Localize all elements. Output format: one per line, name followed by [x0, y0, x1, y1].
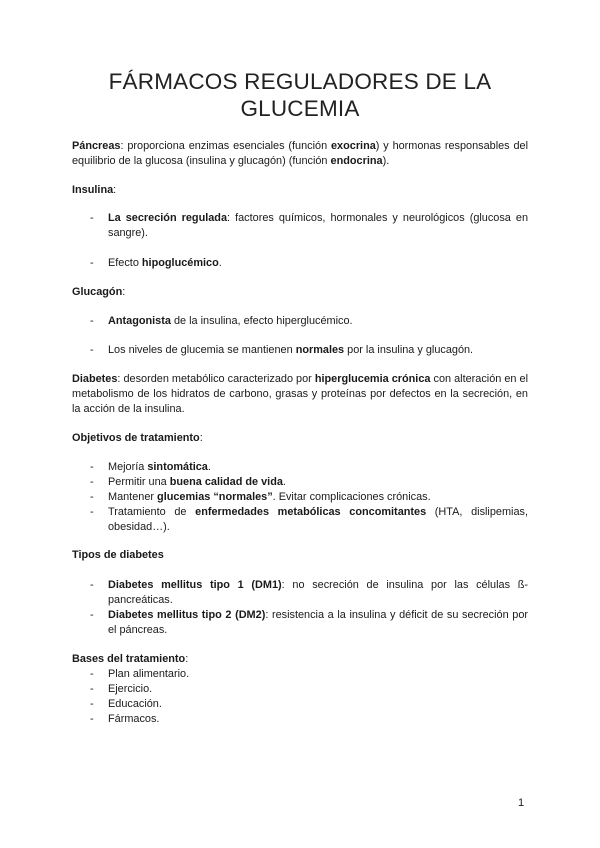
list-item-text: de la insulina, efecto hiperglucémico.	[170, 315, 353, 327]
list-dash: -	[90, 491, 94, 503]
list-dash: -	[90, 212, 94, 224]
pancreas-text-3: ).	[382, 155, 390, 167]
tipos-heading-text: Tipos de diabetes	[72, 549, 164, 561]
insulina-colon: :	[113, 184, 117, 196]
glucagon-heading-text: Glucagón	[72, 286, 123, 298]
list-item	[90, 460, 528, 475]
list-item-text: Tratamiento de	[108, 506, 196, 518]
list-item-bold: glucemias “normales”	[157, 491, 273, 503]
list-item-text: Ejercicio.	[108, 683, 153, 695]
list-item-text: Efecto	[108, 257, 142, 269]
list-item	[90, 712, 528, 727]
pancreas-bold-exocrina: exocrina	[331, 140, 376, 152]
list-item-bold: normales	[295, 344, 345, 356]
list-item-bold: La secreción regulada	[108, 212, 228, 224]
list-item	[90, 475, 528, 490]
list-item-text: .	[207, 461, 211, 473]
list-item	[90, 343, 528, 358]
list-item-bold: Diabetes mellitus tipo 1 (DM1)	[108, 579, 282, 591]
list-item-text: Los niveles de glucemia se mantienen	[108, 344, 296, 356]
diabetes-text-1: : desorden metabólico caracterizado por	[117, 373, 315, 385]
insulina-heading	[72, 183, 528, 198]
list-dash: -	[90, 344, 94, 356]
list-item-text: : resistencia a la insulina y déficit de su secreción por el páncreas.	[108, 609, 528, 636]
list-dash: -	[90, 668, 94, 680]
list-item	[90, 256, 528, 271]
list-item-text: .	[218, 257, 222, 269]
pancreas-bold-endocrina: endocrina	[330, 155, 383, 167]
diabetes-term: Diabetes	[72, 373, 118, 385]
list-item	[90, 505, 528, 535]
title-line-1: FÁRMACOS REGULADORES DE LA	[108, 69, 492, 94]
list-item-bold: Antagonista	[108, 315, 171, 327]
title-line-2: GLUCEMIA	[240, 96, 360, 121]
list-item	[90, 667, 528, 682]
list-dash: -	[90, 257, 94, 269]
list-dash: -	[90, 579, 94, 591]
list-item-bold: hipoglucémico	[141, 257, 219, 269]
insulina-heading-text: Insulina	[72, 184, 114, 196]
diabetes-paragraph	[72, 372, 528, 417]
pancreas-paragraph	[72, 139, 528, 169]
list-item-bold: enfermedades metabólicas concomitantes	[195, 506, 427, 518]
list-item	[90, 608, 528, 638]
list-dash: -	[90, 698, 94, 710]
diabetes-text-2: con alteración en el metabolismo de los hidratos de carbono, grasas y proteínas por defectos en la secreción, en la acción de la insulina.	[72, 373, 528, 415]
list-item-text: Permitir una	[108, 476, 170, 488]
page-title	[60, 68, 540, 122]
list-dash: -	[90, 713, 94, 725]
bases-heading-text: Bases del tratamiento	[72, 653, 186, 665]
list-item-text: por la insulina y glucagón.	[344, 344, 474, 356]
list-item-bold: sintomática	[147, 461, 208, 473]
list-item	[90, 211, 528, 241]
page-number: 1	[518, 797, 525, 809]
list-item-text: Mejoría	[108, 461, 148, 473]
list-dash: -	[90, 609, 94, 621]
glucagon-heading	[72, 285, 528, 300]
list-item-text: Fármacos.	[108, 713, 160, 725]
list-item-text: Educación.	[108, 698, 162, 710]
list-dash: -	[90, 506, 94, 518]
bases-colon: :	[185, 653, 189, 665]
diabetes-bold-hiperglucemia: hiperglucemia crónica	[314, 373, 431, 385]
list-dash: -	[90, 315, 94, 327]
list-item-bold: Diabetes mellitus tipo 2 (DM2)	[108, 609, 266, 621]
pancreas-text-1: : proporciona enzimas esenciales (función	[120, 140, 331, 152]
glucagon-colon: :	[122, 286, 126, 298]
list-item-text: .	[282, 476, 286, 488]
tipos-heading	[72, 548, 528, 563]
list-item-text: Mantener	[108, 491, 158, 503]
pancreas-text-2: ) y hormonas responsables del equilibrio de la glucosa (insulina y glucagón) (función	[72, 140, 528, 167]
list-item-text: : no secreción de insulina por las células ß-pancreáticas.	[108, 579, 529, 606]
objetivos-colon: :	[199, 432, 203, 444]
objetivos-heading	[72, 431, 528, 446]
list-item-text: . Evitar complicaciones crónicas.	[272, 491, 431, 503]
list-item	[90, 314, 528, 329]
list-dash: -	[90, 476, 94, 488]
pancreas-term: Páncreas	[72, 140, 121, 152]
list-item	[90, 697, 528, 712]
list-dash: -	[90, 461, 94, 473]
list-item	[90, 578, 528, 608]
list-item-bold: buena calidad de vida	[169, 476, 283, 488]
list-item-text: : factores químicos, hormonales y neurológicos (glucosa en sangre).	[108, 212, 528, 239]
list-item	[90, 490, 528, 505]
list-item-text: (HTA, dislipemias, obesidad…).	[108, 506, 528, 533]
bases-heading	[72, 652, 528, 667]
list-item-text: Plan alimentario.	[108, 668, 190, 680]
list-dash: -	[90, 683, 94, 695]
objetivos-heading-text: Objetivos de tratamiento	[72, 432, 200, 444]
list-item	[90, 682, 528, 697]
